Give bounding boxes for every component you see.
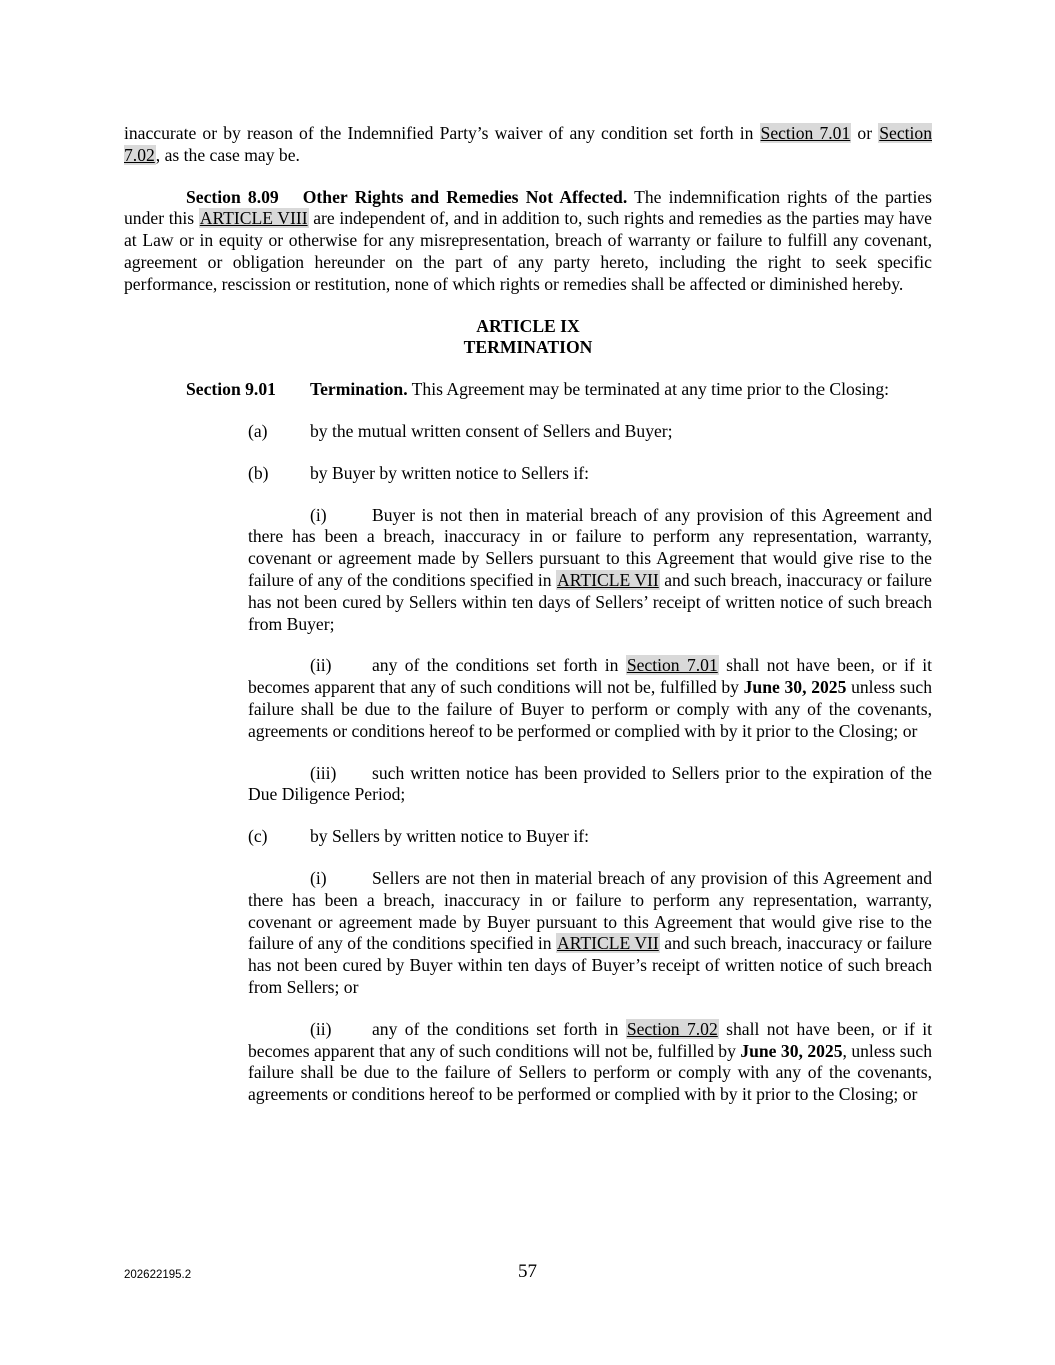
article-vii-link[interactable]: ARTICLE VII bbox=[557, 933, 659, 954]
paragraph-continuation: inaccurate or by reason of the Indemnified Party’s waiver of any condition set forth in Section 7.01 or Section 7.02, as the case may be. bbox=[124, 123, 932, 165]
clause-text: by the mutual written consent of Sellers and Buyer; bbox=[310, 420, 673, 441]
clause-b-iii: (iii) such written notice has been provided to Sellers prior to the expiration of the Due Diligence Period; bbox=[248, 762, 932, 805]
clause-label: (a) bbox=[248, 420, 268, 441]
clause-b-i: (i) Buyer is not then in material breach of any provision of this Agreement and there has been a breach, inaccuracy in or failure to perform any representation, warranty, covenant or agreement made by Sellers pursuant to this Agreement that would give rise to the failure of any of the conditions specified in ARTICLE VII and such breach, inaccuracy or failure has not been cured by Sellers within ten days of Sellers’ receipt of written notice of such breach from Buyer; bbox=[248, 504, 932, 634]
clause-text: by Buyer by written notice to Sellers if: bbox=[310, 462, 590, 483]
section-7-01-link[interactable]: Section 7.01 bbox=[760, 123, 851, 143]
document-id: 202622195.2 bbox=[124, 1269, 192, 1281]
article-vii-link[interactable]: ARTICLE VII bbox=[557, 569, 659, 590]
article-number: ARTICLE IX bbox=[476, 315, 580, 336]
section-title: Other Rights and Remedies Not Affected. bbox=[302, 186, 628, 207]
subclause-label: (ii) bbox=[310, 1018, 332, 1039]
clause-c-ii: (ii) any of the conditions set forth in Section 7.02 shall not have been, or if it becomes apparent that any of such conditions will not be, fulfilled by June 30, 2025, unless such failure shall be due to the failure of Sellers to perform or comply with any of the covenants, agreements or conditions hereof to be performed or complied with by it prior to the Closing; or bbox=[248, 1018, 932, 1105]
section-7-01-link[interactable]: Section 7.01 bbox=[626, 655, 718, 676]
clause-b-ii: (ii) any of the conditions set forth in Section 7.01 shall not have been, or if it becomes apparent that any of such conditions will not be, fulfilled by June 30, 2025 unless such failure shall be due to the failure of Buyer to perform or comply with any of the covenants, agreements or conditions hereof to be performed or complied with by it prior to the Closing; or bbox=[248, 655, 933, 741]
section-9-01: Section 9.01 Termination. This Agreement may be terminated at any time prior to the Closing: bbox=[186, 379, 890, 400]
section-title: Termination. bbox=[310, 379, 408, 400]
deadline-date: June 30, 2025 bbox=[743, 677, 847, 698]
article-viii-link[interactable]: ARTICLE VIII bbox=[199, 208, 308, 229]
section-8-09: Section 8.09 Other Rights and Remedies Not Affected. The indemnification rights of the parties under this ARTICLE VIII are independent of, and in addition to, such rights and remedies as the parties may have at Law or in equity or otherwise for any misrepresentation, breach of warranty or failure to fulfill any covenant, agreement or obligation hereunder on the part of any party hereto, including the right to seek specific performance, rescission or restitution, none of which rights or remedies shall be affected or diminished hereby. bbox=[124, 186, 932, 294]
section-7-02-link[interactable]: Section 7.02 bbox=[626, 1018, 718, 1039]
document-body bbox=[124, 123, 932, 1126]
clause-c-i: (i) Sellers are not then in material breach of any provision of this Agreement and there has been a breach, inaccuracy in or failure to perform any representation, warranty, covenant or agreement made by Buyer pursuant to this Agreement that would give rise to the failure of any of the conditions specified in ARTICLE VII and such breach, inaccuracy or failure has not been cured by Buyer within ten days of Buyer’s receipt of written notice of such breach from Sellers; or bbox=[248, 867, 932, 997]
section-7-02-link[interactable]: Section 7.02 bbox=[124, 123, 932, 165]
clause-label: (c) bbox=[248, 826, 268, 847]
subclause-label: (i) bbox=[310, 504, 327, 525]
section-number: Section 8.09 bbox=[186, 186, 279, 207]
clause-a bbox=[248, 421, 932, 443]
subclause-label: (ii) bbox=[310, 655, 332, 676]
deadline-date: June 30, 2025 bbox=[740, 1040, 843, 1061]
subclause-label: (iii) bbox=[310, 762, 337, 783]
clause-b bbox=[248, 463, 932, 485]
article-title: TERMINATION bbox=[463, 337, 593, 358]
subclause-label: (i) bbox=[310, 867, 327, 888]
clause-c bbox=[248, 826, 932, 848]
article-heading bbox=[124, 316, 932, 360]
clause-text: by Sellers by written notice to Buyer if: bbox=[310, 826, 590, 847]
clause-label: (b) bbox=[248, 462, 269, 483]
page-number: 57 bbox=[518, 1261, 537, 1282]
section-number: Section 9.01 bbox=[186, 379, 276, 400]
